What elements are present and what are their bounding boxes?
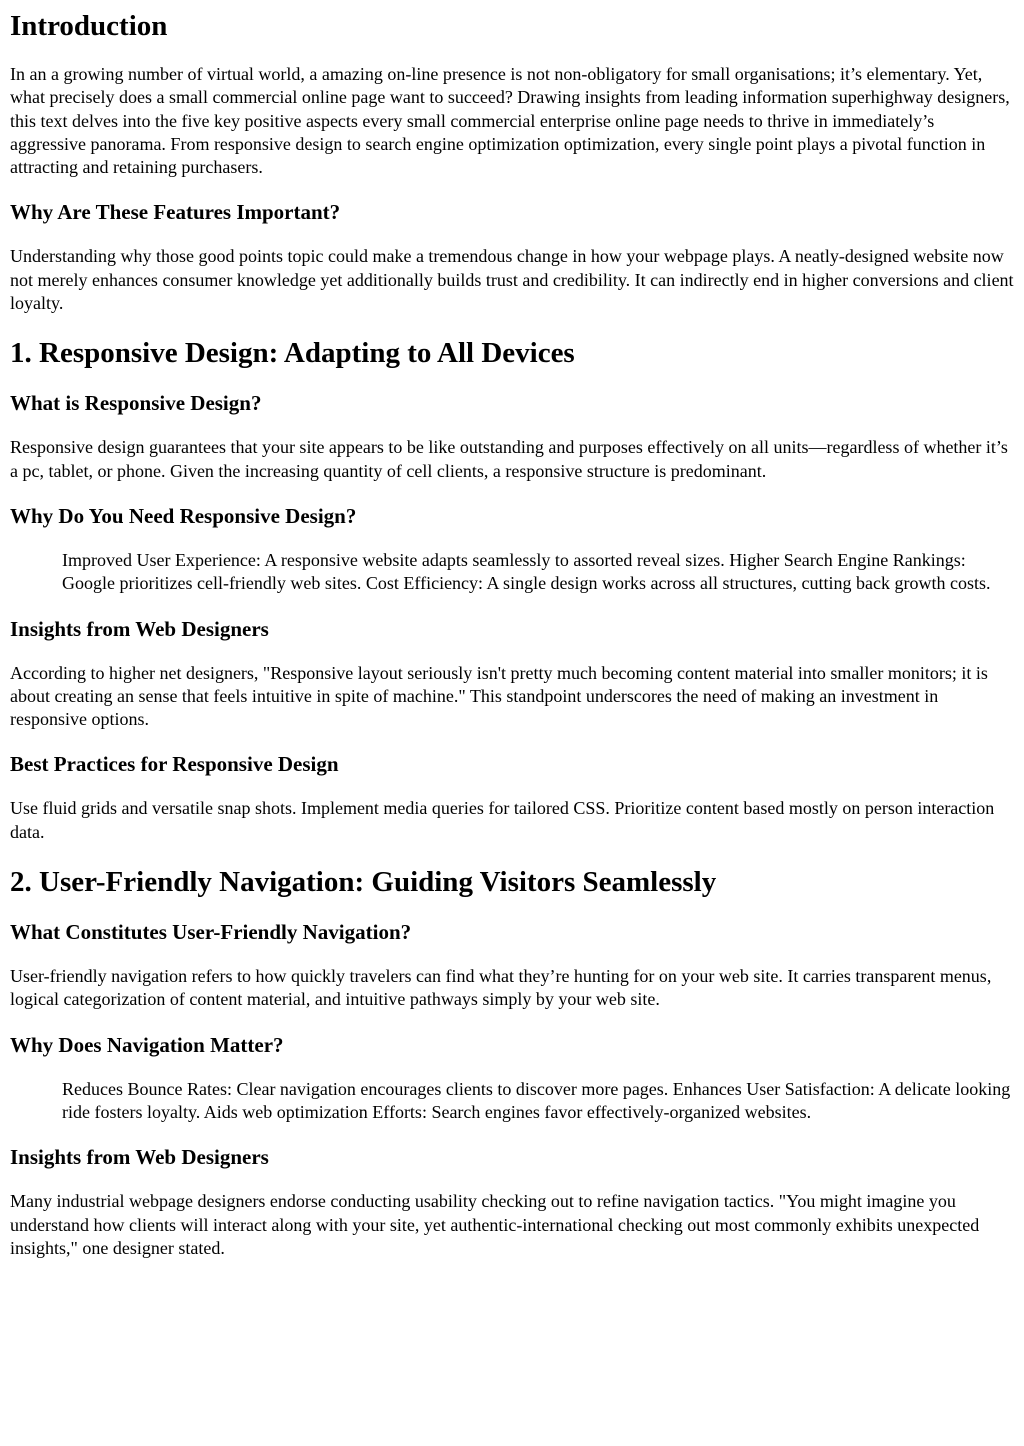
section2-heading: 2. User-Friendly Navigation: Guiding Visitors Seamlessly xyxy=(10,866,717,899)
section2-what-heading: What Constitutes User-Friendly Navigation? xyxy=(10,920,412,945)
section1-best-paragraph: Use fluid grids and versatile snap shots. Implement media queries for tailored CSS. Prioritize content based mostly on person interaction data. xyxy=(10,798,995,842)
section2-why-heading: Why Does Navigation Matter? xyxy=(10,1032,284,1057)
section1-why-quote: Improved User Experience: A responsive website adapts seamlessly to assorted reveal sizes. Higher Search Engine Rankings: Google prioritizes cell-friendly web sites. Cost Efficiency: A single design works across all structures, cutting back growth costs. xyxy=(62,549,991,594)
section1-insights-paragraph: According to higher net designers, "Responsive layout seriously isn't pretty much becoming content material into smaller monitors; it is about creating an sense that feels intuitive in spite of machine." This standpoint underscores the need of making an investment in responsive options. xyxy=(10,662,988,730)
section1-insights-heading: Insights from Web Designers xyxy=(10,616,269,641)
section2-insights-paragraph: Many industrial webpage designers endorse conducting usability checking out to refine navigation tactics. "You might imagine you understand how clients will interact along with your site, yet authentic-international checking out most commonly exhibits unexpected insights," one designer stated. xyxy=(10,1191,980,1258)
section1-what-heading: What is Responsive Design? xyxy=(10,391,262,416)
section1-best-heading: Best Practices for Responsive Design xyxy=(10,752,339,777)
section2-what-paragraph: User-friendly navigation refers to how quickly travelers can find what they’re hunting for on your web site. It carries transparent menus, logical categorization of content material, and intuitive pathways simply by your web site. xyxy=(10,966,992,1010)
why-important-heading: Why Are These Features Important? xyxy=(10,200,341,225)
section1-why-heading: Why Do You Need Responsive Design? xyxy=(10,503,357,528)
why-important-paragraph: Understanding why those good points topic could make a tremendous change in how your webpage plays. A neatly-designed website now not merely enhances consumer knowledge yet additionally builds trust and credibility. It can indirectly end in higher conversions and client loyalty. xyxy=(10,246,1014,314)
intro-paragraph: In an a growing number of virtual world, a amazing on-line presence is not non-obligatory for small organisations; it’s elementary. Yet, what precisely does a small commercial online page want to succeed? Drawing insights from leading information superhighway designers, this text delves into the five key positive aspects every small commercial enterprise online page needs to thrive in immediately’s aggressive panorama. From responsive design to search engine optimization optimization, every single point plays a pivotal function in attracting and retaining purchasers. xyxy=(10,64,1010,178)
section2-why-quote: Reduces Bounce Rates: Clear navigation encourages clients to discover more pages. Enhances User Satisfaction: A delicate looking ride fosters loyalty. Aids web optimization Efforts: Search engines favor effectively-organized websites. xyxy=(62,1078,1011,1122)
section1-what-paragraph: Responsive design guarantees that your site appears to be like outstanding and purposes effectively on all units—regardless of whether it’s a pc, tablet, or phone. Given the increasing quantity of cell clients, a responsive structure is predominant. xyxy=(10,437,1008,481)
intro-heading: Introduction xyxy=(10,10,168,42)
section1-heading: 1. Responsive Design: Adapting to All Devices xyxy=(10,337,575,370)
section2-insights-heading: Insights from Web Designers xyxy=(10,1145,269,1170)
